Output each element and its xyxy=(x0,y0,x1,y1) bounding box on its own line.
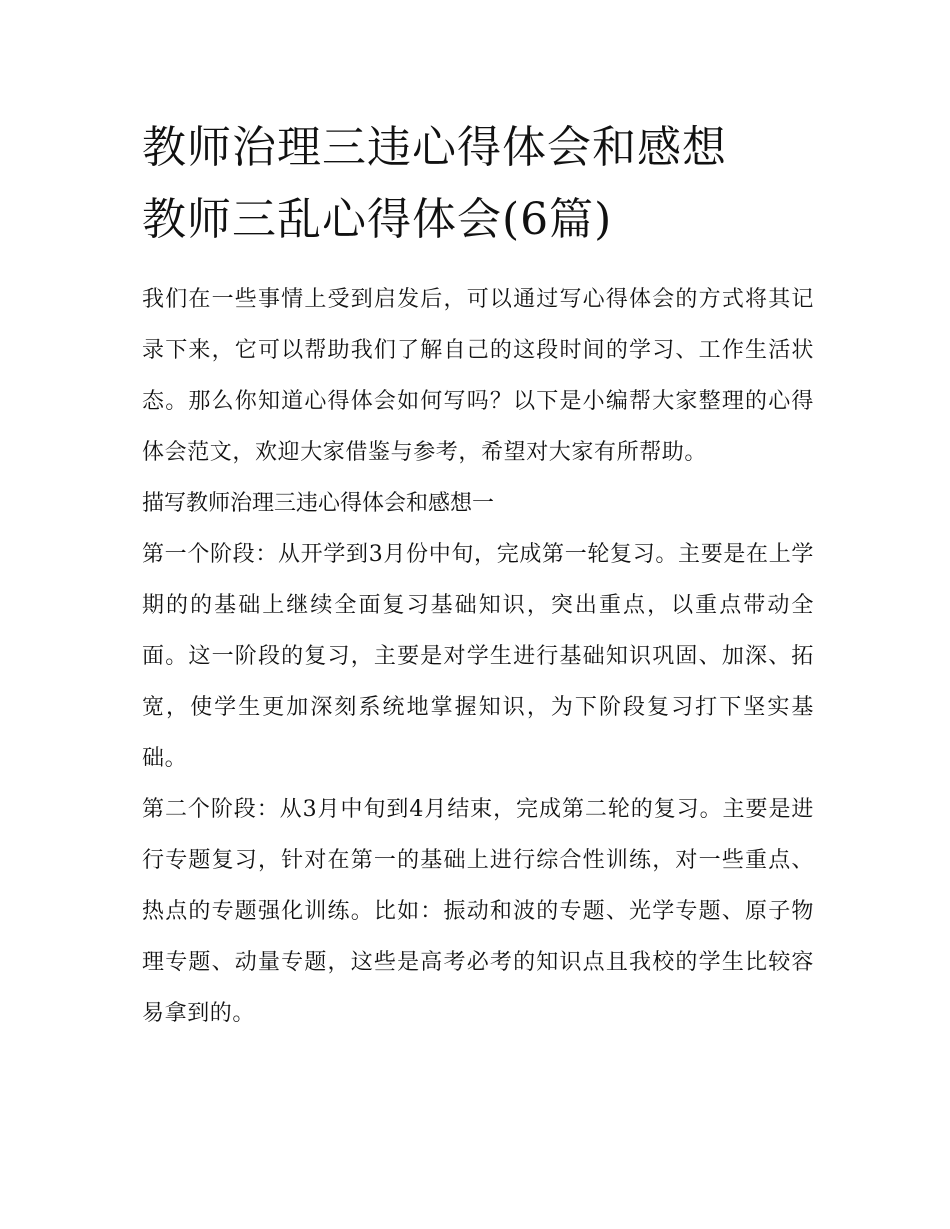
paragraph-stage-2: 第二个阶段：从3月中旬到4月结束，完成第二轮的复习。主要是进行专题复习，针对在第一的基础上进行综合性训练，对一些重点、热点的专题强化训练。比如：振动和波的专题、光学专题、原子物理专题、动量专题，这些是高考必考的知识点且我校的学生比较容易拿到的。 xyxy=(142,797,814,1026)
title-line-1: 教师治理三违心得体会和感想 xyxy=(142,122,727,173)
document-title xyxy=(142,112,814,256)
paragraph-stage-1: 第一个阶段：从开学到3月份中旬，完成第一轮复习。主要是在上学期的的基础上继续全面复习基础知识，突出重点，以重点带动全面。这一阶段的复习，主要是对学生进行基础知识巩固、加深、拓宽，使学生更加深刻系统地掌握知识，为下阶段复习打下坚实基础。 xyxy=(142,542,814,771)
title-line-2: 教师三乱心得体会(6篇) xyxy=(142,194,613,245)
section-heading: 描写教师治理三违心得体会和感想一 xyxy=(142,491,495,516)
intro-paragraph: 我们在一些事情上受到启发后，可以通过写心得体会的方式将其记录下来，它可以帮助我们了解自己的这段时间的学习、工作生活状态。那么你知道心得体会如何写吗？以下是小编帮大家整理的心得体会范文，欢迎大家借鉴与参考，希望对大家有所帮助。 xyxy=(142,287,814,465)
document-page xyxy=(142,112,814,1039)
